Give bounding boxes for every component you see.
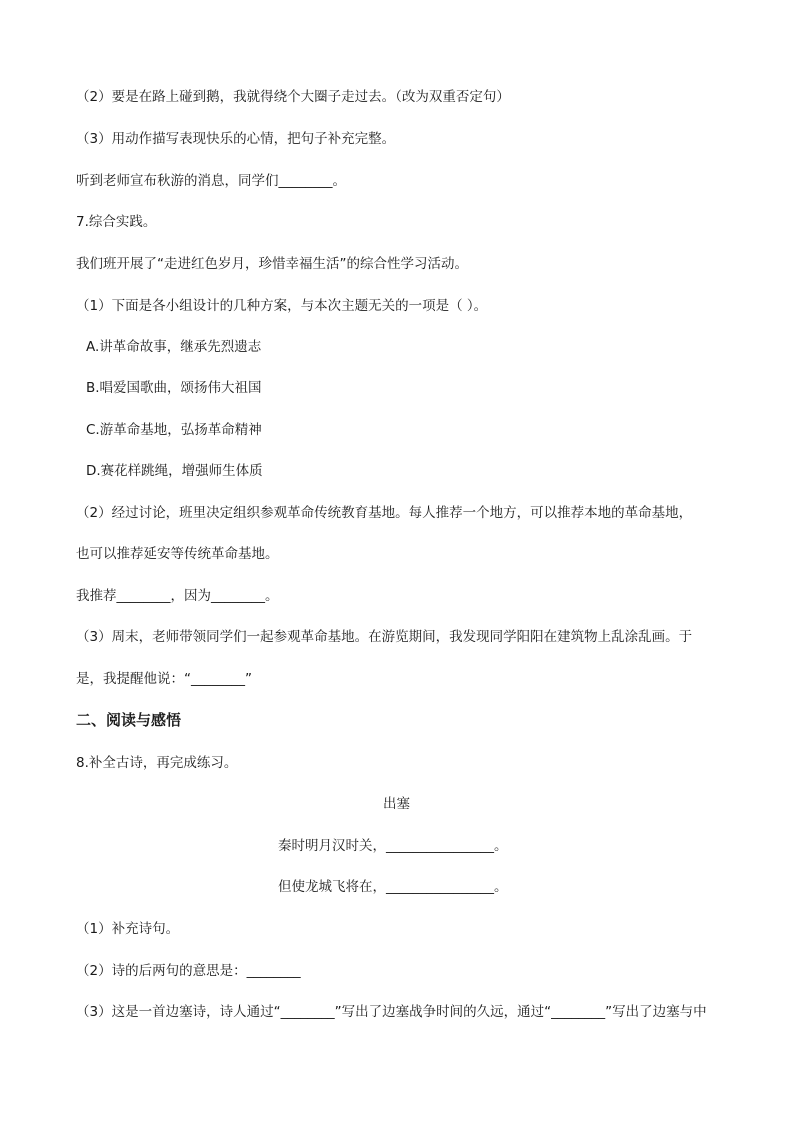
q8-sub2: （2）诗的后两句的意思是：________	[76, 963, 301, 979]
q7-option-a: A.讲革命故事，继承先烈遗志	[86, 339, 262, 355]
q7-option-c: C.游革命基地，弘扬革命精神	[86, 422, 262, 438]
q7-title: 7.综合实践。	[76, 214, 157, 230]
poem-title: 出塞	[383, 796, 410, 812]
q8-sub1: （1）补充诗句。	[76, 921, 180, 937]
q7-sub2-line1: （2）经过讨论，班里决定组织参观革命传统教育基地。每人推荐一个地方，可以推荐本地的革命基地，	[76, 505, 693, 521]
line-q6-3-sentence: 听到老师宣布秋游的消息，同学们________。	[76, 173, 346, 189]
q7-intro: 我们班开展了“走进红色岁月，珍惜幸福生活”的综合性学习活动。	[76, 256, 468, 272]
q7-sub3-line1: （3）周末，老师带领同学们一起参观革命基地。在游览期间，我发现同学阳阳在建筑物上乱涂乱画。于	[76, 629, 693, 645]
poem-line-2: 但使龙城飞将在，________________。	[278, 879, 508, 895]
q7-sub2-line2: 也可以推荐延安等传统革命基地。	[76, 546, 279, 562]
q7-sub3-line2: 是，我提醒他说：“________”	[76, 671, 252, 687]
q8-title: 8.补全古诗，再完成练习。	[76, 755, 238, 771]
q8-sub3: （3）这是一首边塞诗，诗人通过“________”写出了边塞战争时间的久远，通过“________”写出了边塞与中	[76, 1004, 707, 1020]
line-q6-3: （3）用动作描写表现快乐的心情，把句子补充完整。	[76, 131, 396, 147]
q7-option-b: B.唱爱国歌曲，颂扬伟大祖国	[86, 380, 262, 396]
q7-sub2-answer: 我推荐________，因为________。	[76, 588, 279, 604]
q7-sub1: （1）下面是各小组设计的几种方案，与本次主题无关的一项是（ ）。	[76, 298, 488, 314]
section-heading: 二、阅读与感悟	[76, 711, 182, 729]
line-q6-2: （2）要是在路上碰到鹅，我就得绕个大圈子走过去。（改为双重否定句）	[76, 89, 510, 105]
poem-line-1: 秦时明月汉时关，________________。	[278, 838, 508, 854]
q7-option-d: D.赛花样跳绳，增强师生体质	[86, 463, 263, 479]
